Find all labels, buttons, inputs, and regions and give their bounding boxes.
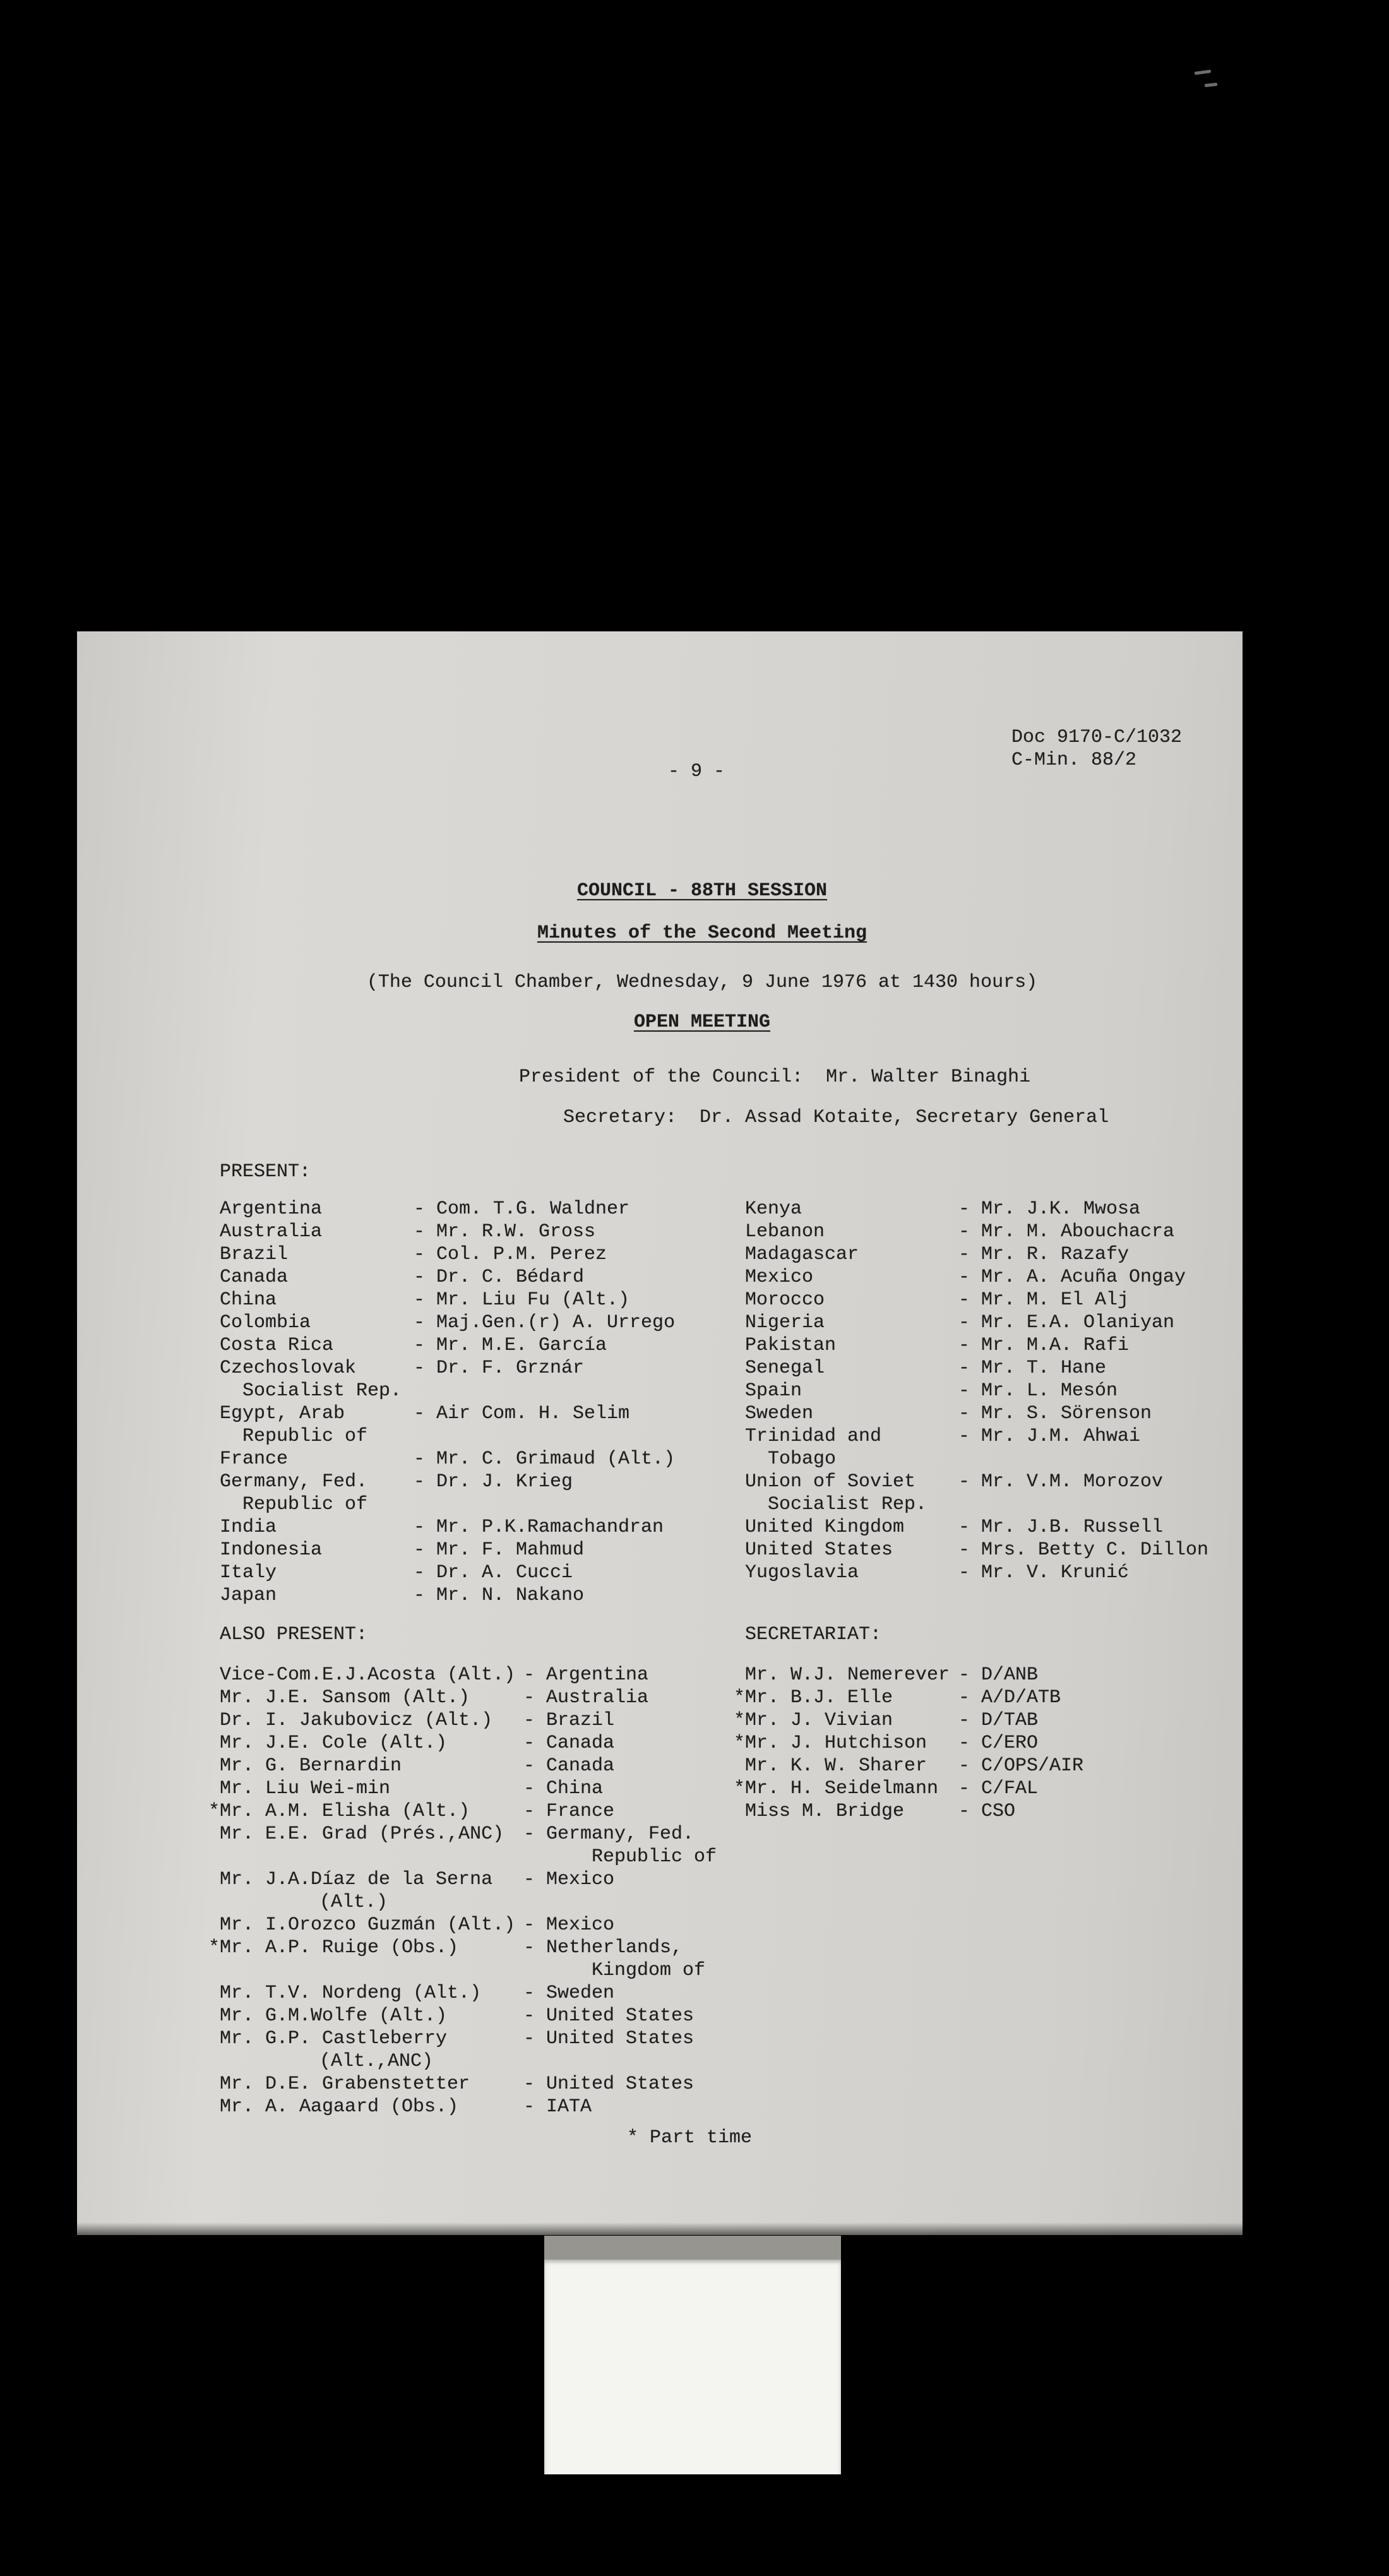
country-cell-line: Mexico	[745, 1267, 814, 1288]
delegate-cell-line: - Air Com. H. Selim	[414, 1403, 630, 1424]
role-cell-line: - CSO	[958, 1801, 1016, 1822]
also-present-list	[208, 1664, 745, 2118]
country-cell	[745, 1334, 958, 1357]
role-cell-line: - A/D/ATB	[958, 1687, 1061, 1708]
present-row	[220, 1289, 745, 1311]
state-cell	[523, 1686, 648, 1709]
state-cell	[523, 1914, 614, 1936]
country-cell	[220, 1357, 414, 1402]
delegate-cell-line: - Mrs. Betty C. Dillon	[958, 1539, 1209, 1561]
state-cell-line: - Canada	[523, 1732, 615, 1754]
present-row	[220, 1334, 745, 1357]
delegate-cell	[414, 1448, 675, 1470]
present-label: PRESENT:	[220, 1161, 311, 1183]
country-cell-line: Morocco	[745, 1289, 825, 1311]
present-row	[745, 1561, 1243, 1584]
role-cell-line: - D/TAB	[958, 1710, 1039, 1731]
country-cell-line: Pakistan	[745, 1335, 837, 1356]
present-row	[220, 1539, 745, 1561]
person-cell	[220, 1914, 523, 1936]
delegate-cell-line: - Mr. C. Grimaud (Alt.)	[414, 1448, 676, 1470]
delegate-cell	[414, 1198, 629, 1220]
state-cell-line: - Brazil	[523, 1710, 615, 1731]
country-cell-line: Indonesia	[220, 1539, 323, 1561]
delegate-cell-line: - Mr. J.K. Mwosa	[958, 1198, 1141, 1220]
doc-number: Doc 9170-C/1032	[1011, 727, 1183, 748]
person-cell-line: *Mr. A.P. Ruige (Obs.)	[208, 1937, 459, 1959]
present-row	[220, 1198, 745, 1220]
present-row	[745, 1539, 1243, 1561]
state-cell-cont: Republic of	[592, 1846, 717, 1868]
country-cell-line: United States	[745, 1539, 893, 1561]
country-cell-cont: Republic of	[242, 1494, 368, 1515]
delegate-cell-line: - Mr. V.M. Morozov	[958, 1471, 1164, 1493]
delegate-cell-line: - Dr. C. Bédard	[414, 1267, 585, 1288]
country-cell-line: Czechoslovak	[220, 1357, 357, 1379]
delegate-cell-line: - Mr. J.B. Russell	[958, 1517, 1164, 1538]
country-cell-line: Canada	[220, 1267, 289, 1288]
country-cell	[220, 1402, 414, 1448]
country-cell-line: Egypt, Arab	[220, 1403, 345, 1424]
country-cell	[745, 1539, 958, 1561]
state-cell-line: - United States	[523, 2028, 694, 2049]
state-cell-line: - Mexico	[523, 1914, 615, 1936]
delegate-cell	[414, 1289, 629, 1311]
person-cell	[220, 2073, 523, 2096]
state-cell	[523, 1755, 614, 1777]
country-cell	[745, 1380, 958, 1402]
present-row	[220, 1470, 745, 1516]
country-cell	[220, 1561, 414, 1584]
delegate-cell	[958, 1539, 1208, 1561]
venue-line: (The Council Chamber, Wednesday, 9 June 1976 at 1430 hours)	[366, 972, 1038, 993]
also-present-row	[208, 1800, 745, 1823]
doc-minutes-ref: C-Min. 88/2	[1011, 749, 1137, 771]
also-present-row	[220, 1914, 745, 1936]
delegate-cell	[958, 1425, 1140, 1448]
country-cell-line: Sweden	[745, 1403, 814, 1424]
state-cell	[523, 1936, 705, 1982]
country-cell-line: Brazil	[220, 1244, 289, 1265]
country-cell	[220, 1470, 414, 1516]
country-cell	[745, 1266, 958, 1289]
delegate-cell-line: - Dr. J. Krieg	[414, 1471, 573, 1493]
delegate-cell	[414, 1243, 607, 1266]
secretariat-row	[734, 1709, 1243, 1732]
present-row	[745, 1516, 1243, 1539]
person-cell-line: Mr. E.E. Grad (Prés.,ANC)	[220, 1823, 504, 1845]
present-row	[220, 1220, 745, 1243]
country-cell-line: Lebanon	[745, 1221, 825, 1243]
person-cell	[220, 2096, 523, 2118]
person-cell	[220, 1709, 523, 1732]
present-row	[745, 1311, 1243, 1334]
state-cell-line: - Mexico	[523, 1869, 615, 1890]
also-present-row	[220, 2005, 745, 2027]
state-cell	[523, 1868, 614, 1891]
also-present-label: ALSO PRESENT:	[220, 1624, 368, 1645]
film-tab	[544, 2260, 841, 2474]
country-cell	[220, 1220, 414, 1243]
state-cell-line: - IATA	[523, 2096, 592, 2118]
also-present-row	[220, 1823, 745, 1868]
delegate-cell-line: - Dr. A. Cucci	[414, 1562, 573, 1583]
delegate-cell-line: - Mr. M.A. Rafi	[958, 1335, 1130, 1356]
country-cell-line: Trinidad and	[745, 1426, 882, 1447]
film-tab-shadow	[544, 2236, 841, 2260]
country-cell	[745, 1516, 958, 1539]
country-cell-cont: Socialist Rep.	[768, 1494, 927, 1515]
delegate-cell-line: - Mr. Liu Fu (Alt.)	[414, 1289, 630, 1311]
delegate-cell	[958, 1243, 1129, 1266]
person-cell-line: Mr. J.A.Díaz de la Serna	[220, 1869, 493, 1890]
person-cell	[220, 2005, 523, 2027]
present-row	[745, 1357, 1243, 1380]
delegate-cell	[958, 1402, 1152, 1425]
state-cell-line: - Netherlands,	[523, 1937, 683, 1959]
official-cell-line: Miss M. Bridge	[745, 1801, 905, 1822]
country-cell	[220, 1311, 414, 1334]
person-cell-line: Dr. I. Jakubovicz (Alt.)	[220, 1710, 493, 1731]
delegate-cell	[958, 1220, 1174, 1243]
state-cell	[523, 1823, 717, 1868]
country-cell	[745, 1470, 958, 1516]
present-row	[220, 1448, 745, 1470]
role-cell-line: - C/OPS/AIR	[958, 1755, 1084, 1777]
delegate-cell	[414, 1561, 573, 1584]
secretariat-list	[734, 1664, 1243, 1823]
delegate-cell	[958, 1380, 1118, 1402]
country-cell-line: Costa Rica	[220, 1335, 334, 1356]
person-cell-cont: (Alt.,ANC)	[319, 2051, 434, 2072]
person-cell-line: Mr. G.P. Castleberry	[220, 2028, 448, 2049]
present-row	[745, 1289, 1243, 1311]
country-cell-line: Italy	[220, 1562, 277, 1583]
person-cell-line: Mr. D.E. Grabenstetter	[220, 2073, 470, 2095]
delegate-cell-line: - Mr. T. Hane	[958, 1357, 1107, 1379]
delegate-cell	[414, 1584, 584, 1607]
meeting-subtitle: Minutes of the Second Meeting	[537, 922, 867, 944]
present-row	[220, 1584, 745, 1607]
present-row	[745, 1402, 1243, 1425]
country-cell	[220, 1266, 414, 1289]
delegate-cell-line: - Mr. R. Razafy	[958, 1244, 1130, 1265]
official-cell	[734, 1777, 958, 1800]
role-cell	[958, 1709, 1038, 1732]
present-row	[745, 1198, 1243, 1220]
role-cell	[958, 1686, 1061, 1709]
state-cell	[523, 2027, 694, 2050]
country-cell-line: Yugoslavia	[745, 1562, 859, 1583]
delegate-cell-line: - Mr. S. Sörenson	[958, 1403, 1152, 1424]
country-cell	[220, 1198, 414, 1220]
secretariat-label: SECRETARIAT:	[745, 1624, 882, 1645]
present-row	[745, 1220, 1243, 1243]
person-cell-line: Mr. A. Aagaard (Obs.)	[220, 2096, 459, 2118]
part-time-footnote: * Part time	[627, 2127, 753, 2149]
present-row	[745, 1266, 1243, 1289]
film-scratch	[1205, 83, 1217, 87]
delegate-cell-line: - Mr. E.A. Olaniyan	[958, 1312, 1175, 1333]
state-cell-line: - France	[523, 1801, 615, 1822]
role-cell	[958, 1800, 1015, 1823]
country-cell	[220, 1584, 414, 1607]
country-cell-line: Australia	[220, 1221, 323, 1243]
film-scratch	[1195, 69, 1211, 75]
present-row	[745, 1380, 1243, 1402]
also-present-row	[220, 2073, 745, 2096]
role-cell	[958, 1755, 1083, 1777]
state-cell	[523, 1664, 648, 1686]
country-cell-line: Germany, Fed.	[220, 1471, 368, 1493]
also-present-row	[208, 1936, 745, 1982]
state-cell	[523, 1800, 614, 1823]
also-present-row	[220, 1755, 745, 1777]
secretariat-row	[734, 1732, 1243, 1755]
delegate-cell-line: - Mr. M. Abouchacra	[958, 1221, 1175, 1243]
person-cell-line: Vice-Com.E.J.Acosta (Alt.)	[220, 1664, 516, 1686]
country-cell-line: Argentina	[220, 1198, 323, 1220]
country-cell-line: Spain	[745, 1380, 802, 1402]
also-present-row	[220, 1777, 745, 1800]
country-cell-line: Japan	[220, 1585, 277, 1606]
country-cell-line: France	[220, 1448, 289, 1470]
country-cell	[745, 1561, 958, 1584]
official-cell	[745, 1664, 958, 1686]
country-cell	[220, 1289, 414, 1311]
person-cell-line: Mr. J.E. Cole (Alt.)	[220, 1732, 448, 1754]
country-cell-cont: Republic of	[242, 1426, 368, 1447]
role-cell	[958, 1664, 1038, 1686]
official-cell	[745, 1755, 958, 1777]
person-cell	[220, 1823, 523, 1846]
person-cell	[220, 1686, 523, 1709]
state-cell	[523, 2073, 694, 2096]
country-cell-line: Senegal	[745, 1357, 825, 1379]
delegate-cell	[414, 1470, 573, 1493]
page-number: - 9 -	[668, 761, 725, 782]
state-cell-line: - China	[523, 1778, 604, 1799]
secretariat-row	[745, 1664, 1243, 1686]
delegate-cell-line: - Mr. V. Krunić	[958, 1562, 1130, 1583]
official-cell-line: Mr. W.J. Nemerever	[745, 1664, 950, 1686]
delegate-cell	[958, 1561, 1129, 1584]
country-cell	[220, 1243, 414, 1266]
delegate-cell	[958, 1357, 1106, 1380]
present-row	[220, 1243, 745, 1266]
delegate-cell	[958, 1334, 1129, 1357]
person-cell	[208, 1936, 523, 1959]
doc-reference-block	[1011, 726, 1182, 772]
person-cell	[220, 1777, 523, 1800]
present-row	[745, 1243, 1243, 1266]
country-cell-line: Madagascar	[745, 1244, 859, 1265]
also-present-row	[220, 2096, 745, 2118]
role-cell	[958, 1777, 1038, 1800]
state-cell-line: - United States	[523, 2005, 694, 2027]
delegate-cell-line: - Mr. P.K.Ramachandran	[414, 1517, 664, 1538]
delegate-cell-line: - Dr. F. Grznár	[414, 1357, 585, 1379]
delegate-cell	[958, 1289, 1129, 1311]
official-cell-line: *Mr. J. Hutchison	[734, 1732, 927, 1754]
country-cell	[745, 1425, 958, 1470]
person-cell	[220, 1982, 523, 2005]
state-cell	[523, 2096, 592, 2118]
person-cell-line: Mr. I.Orozco Guzmán (Alt.)	[220, 1914, 516, 1936]
delegate-cell-line: - Mr. A. Acuña Ongay	[958, 1267, 1186, 1288]
delegate-cell	[958, 1516, 1163, 1539]
state-cell-line: - United States	[523, 2073, 694, 2095]
person-cell	[208, 1800, 523, 1823]
also-present-row	[220, 1732, 745, 1755]
page-bottom-shadow	[77, 2222, 1243, 2235]
person-cell	[220, 1732, 523, 1755]
country-cell-cont: Socialist Rep.	[242, 1380, 402, 1402]
present-list-right	[745, 1198, 1243, 1584]
present-row	[220, 1402, 745, 1448]
official-cell	[734, 1732, 958, 1755]
official-cell	[745, 1800, 958, 1823]
country-cell	[745, 1357, 958, 1380]
present-row	[220, 1561, 745, 1584]
delegate-cell	[414, 1266, 584, 1289]
country-cell-line: Union of Soviet	[745, 1471, 916, 1493]
role-cell-line: - C/FAL	[958, 1778, 1039, 1799]
person-cell-line: *Mr. A.M. Elisha (Alt.)	[208, 1801, 470, 1822]
role-cell-line: - C/ERO	[958, 1732, 1039, 1754]
country-cell-line: Nigeria	[745, 1312, 825, 1333]
secretary-line: Secretary: Dr. Assad Kotaite, Secretary General	[563, 1107, 1109, 1128]
state-cell-line: - Sweden	[523, 1983, 615, 2004]
present-row	[745, 1334, 1243, 1357]
country-cell	[220, 1448, 414, 1470]
delegate-cell	[958, 1470, 1163, 1493]
state-cell-cont: Kingdom of	[592, 1960, 706, 1981]
secretariat-row	[734, 1686, 1243, 1709]
person-cell-cont: (Alt.)	[319, 1892, 388, 1913]
delegate-cell	[958, 1266, 1186, 1289]
delegate-cell	[414, 1539, 584, 1561]
also-present-row	[220, 1664, 745, 1686]
present-row	[220, 1311, 745, 1334]
delegate-cell	[958, 1198, 1140, 1220]
country-cell	[220, 1539, 414, 1561]
delegate-cell	[414, 1220, 595, 1243]
delegate-cell-line: - Mr. M.E. García	[414, 1335, 607, 1356]
secretariat-row	[734, 1777, 1243, 1800]
official-cell-line: Mr. K. W. Sharer	[745, 1755, 927, 1777]
delegate-cell	[414, 1311, 675, 1334]
person-cell-line: Mr. Liu Wei-min	[220, 1778, 391, 1799]
delegate-cell-line: - Col. P.M. Perez	[414, 1244, 607, 1265]
person-cell-line: Mr. G. Bernardin	[220, 1755, 402, 1777]
delegate-cell-line: - Mr. N. Nakano	[414, 1585, 585, 1606]
delegate-cell	[414, 1357, 584, 1380]
country-cell	[745, 1220, 958, 1243]
delegate-cell-line: - Maj.Gen.(r) A. Urrego	[414, 1312, 676, 1333]
country-cell	[220, 1516, 414, 1539]
president-line: President of the Council: Mr. Walter Binaghi	[519, 1066, 1031, 1088]
secretariat-row	[745, 1755, 1243, 1777]
country-cell-line: United Kingdom	[745, 1517, 905, 1538]
also-present-row	[220, 1686, 745, 1709]
state-cell-line: - Australia	[523, 1687, 649, 1708]
state-cell	[523, 2005, 694, 2027]
country-cell	[745, 1311, 958, 1334]
country-cell	[745, 1243, 958, 1266]
role-cell	[958, 1732, 1038, 1755]
delegate-cell	[414, 1402, 629, 1425]
present-list-left	[220, 1198, 745, 1607]
country-cell-cont: Tobago	[768, 1448, 837, 1470]
delegate-cell-line: - Mr. R.W. Gross	[414, 1221, 596, 1243]
present-row	[745, 1425, 1243, 1470]
role-cell-line: - D/ANB	[958, 1664, 1039, 1686]
person-cell	[220, 1868, 523, 1914]
session-title: COUNCIL - 88TH SESSION	[576, 880, 828, 902]
person-cell	[220, 2027, 523, 2073]
also-present-row	[220, 2027, 745, 2073]
delegate-cell	[958, 1311, 1174, 1334]
person-cell-line: Mr. J.E. Sansom (Alt.)	[220, 1687, 470, 1708]
country-cell-line: Kenya	[745, 1198, 802, 1220]
country-cell-line: India	[220, 1517, 277, 1538]
delegate-cell-line: - Mr. L. Mesón	[958, 1380, 1118, 1402]
document-page	[77, 631, 1243, 2235]
country-cell-line: Colombia	[220, 1312, 311, 1333]
also-present-row	[220, 1709, 745, 1732]
person-cell-line: Mr. G.M.Wolfe (Alt.)	[220, 2005, 448, 2027]
present-row	[220, 1357, 745, 1402]
state-cell-line: - Argentina	[523, 1664, 649, 1686]
country-cell	[220, 1334, 414, 1357]
delegate-cell-line: - Mr. J.M. Ahwai	[958, 1426, 1141, 1447]
secretariat-row	[745, 1800, 1243, 1823]
country-cell	[745, 1402, 958, 1425]
delegate-cell	[414, 1516, 664, 1539]
present-row	[220, 1266, 745, 1289]
state-cell	[523, 1982, 614, 2005]
state-cell	[523, 1732, 614, 1755]
state-cell	[523, 1777, 603, 1800]
country-cell	[745, 1198, 958, 1220]
also-present-row	[220, 1868, 745, 1914]
official-cell-line: *Mr. J. Vivian	[734, 1710, 893, 1731]
official-cell	[734, 1709, 958, 1732]
also-present-row	[220, 1982, 745, 2005]
delegate-cell-line: - Com. T.G. Waldner	[414, 1198, 630, 1220]
meeting-type: OPEN MEETING	[633, 1011, 771, 1033]
official-cell-line: *Mr. B.J. Elle	[734, 1687, 893, 1708]
present-row	[745, 1470, 1243, 1516]
official-cell-line: *Mr. H. Seidelmann	[734, 1778, 939, 1799]
state-cell	[523, 1709, 614, 1732]
present-row	[220, 1516, 745, 1539]
person-cell	[220, 1755, 523, 1777]
person-cell-line: Mr. T.V. Nordeng (Alt.)	[220, 1983, 482, 2004]
state-cell-line: - Germany, Fed.	[523, 1823, 694, 1845]
official-cell	[734, 1686, 958, 1709]
country-cell	[745, 1289, 958, 1311]
delegate-cell	[414, 1334, 607, 1357]
state-cell-line: - Canada	[523, 1755, 615, 1777]
delegate-cell-line: - Mr. F. Mahmud	[414, 1539, 585, 1561]
delegate-cell-line: - Mr. M. El Alj	[958, 1289, 1130, 1311]
country-cell-line: China	[220, 1289, 277, 1311]
person-cell	[220, 1664, 523, 1686]
